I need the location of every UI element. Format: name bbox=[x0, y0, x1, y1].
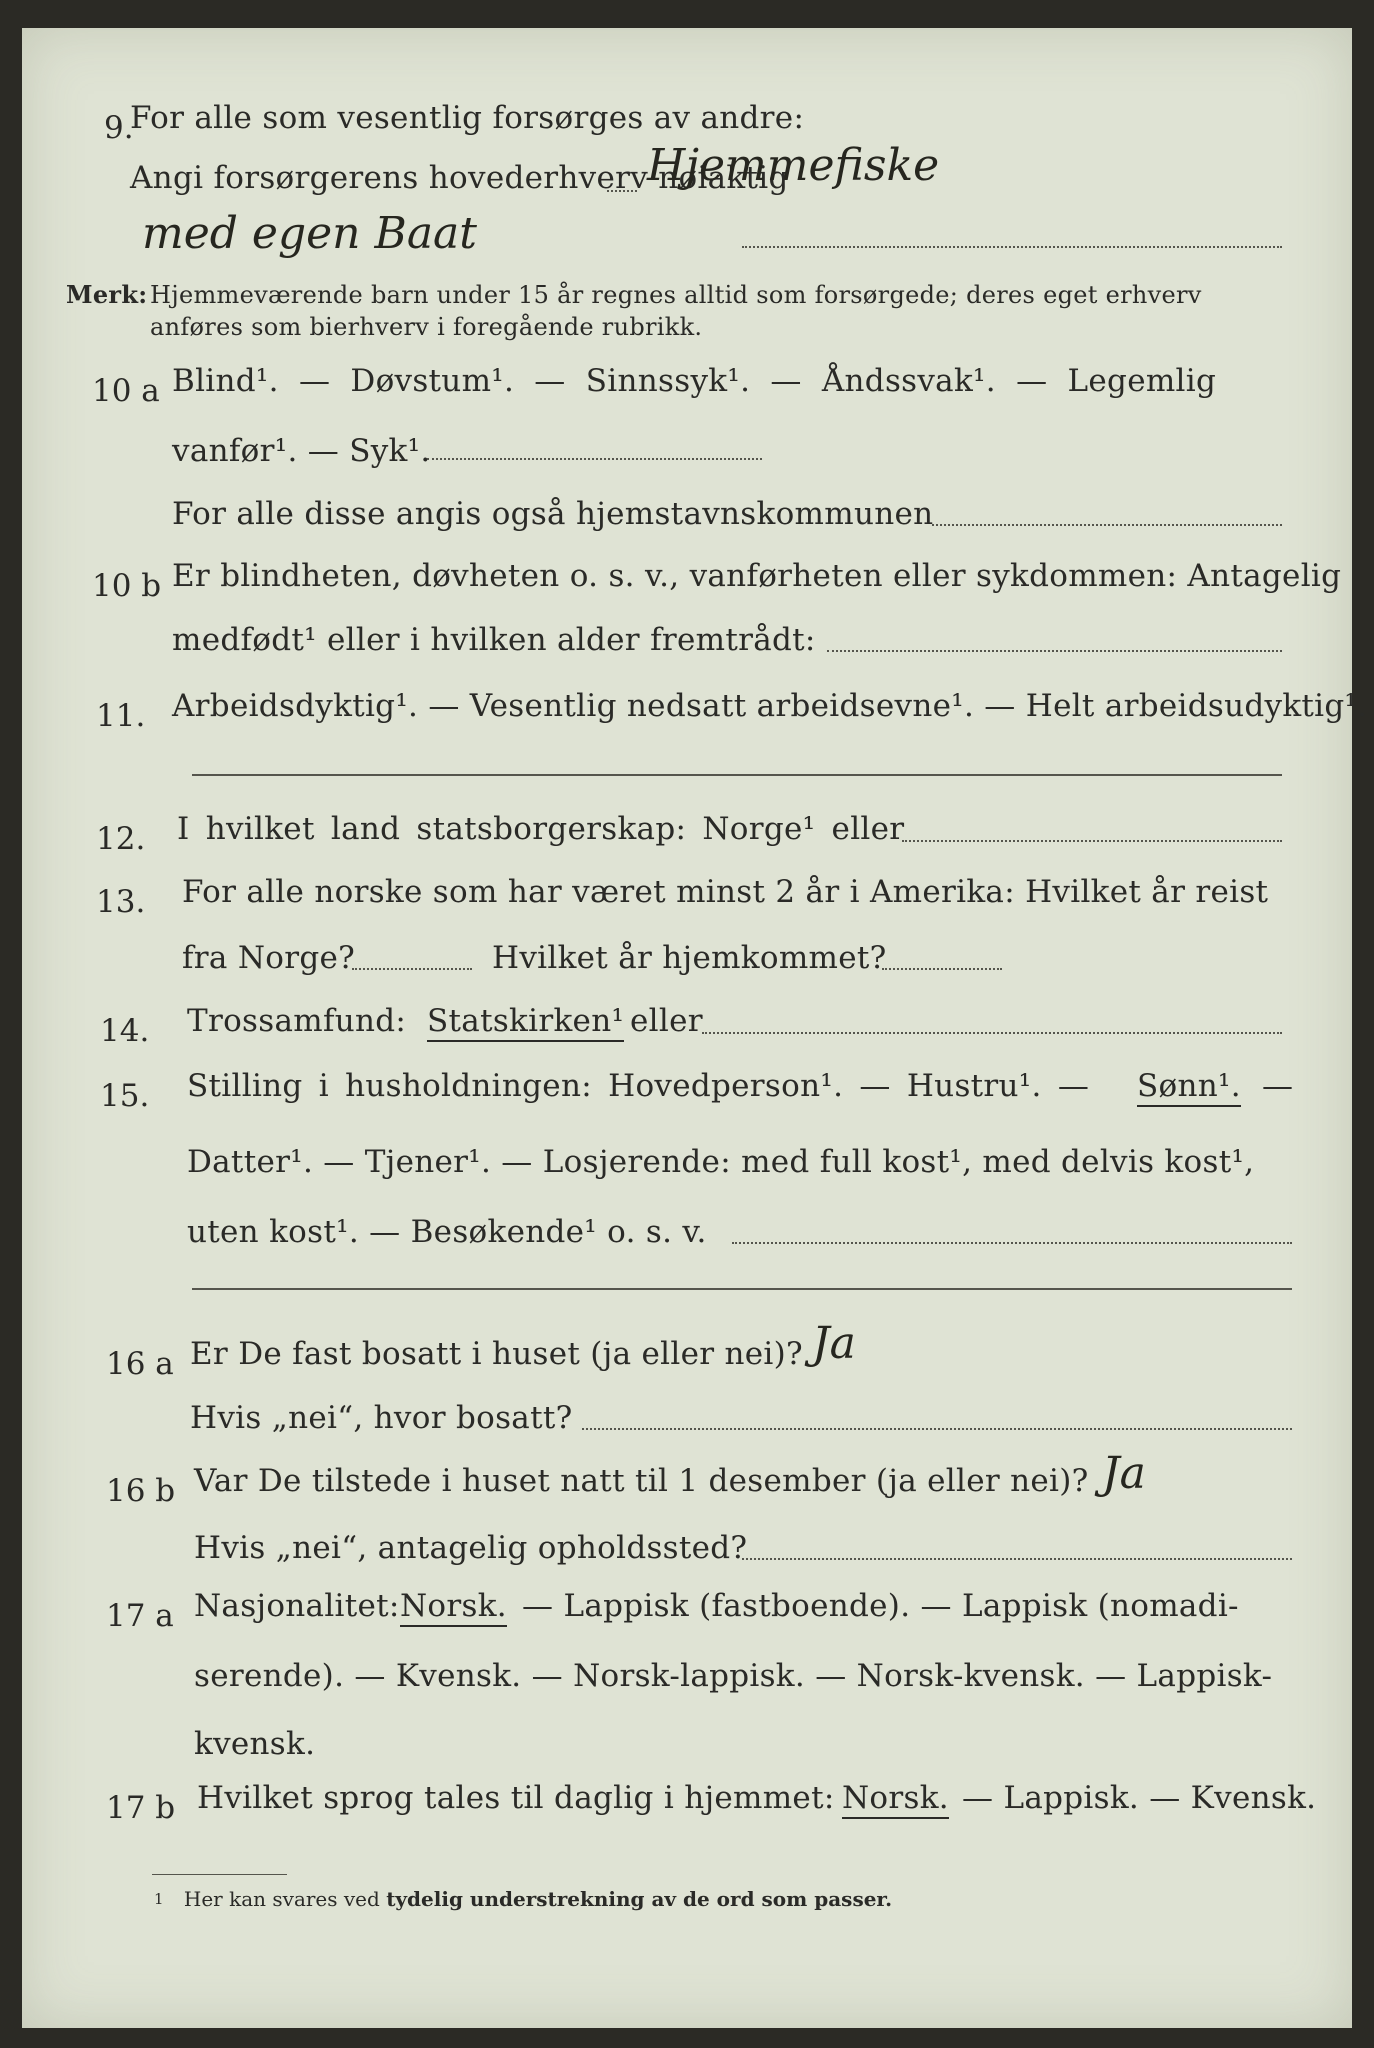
q17b-answer-wrap bbox=[842, 1780, 949, 1816]
fill-line bbox=[902, 840, 1282, 842]
q14-answer-wrap bbox=[427, 1003, 624, 1039]
q16b-handwritten-answer: Ja bbox=[1102, 1448, 1146, 1499]
q10b-line2: medfødt¹ eller i hvilken alder fremtrådt: bbox=[172, 622, 816, 658]
q15-underlined-answer: Sønn¹. bbox=[1137, 1068, 1241, 1107]
q16b-number: 16 b bbox=[106, 1473, 176, 1509]
q11-line1: Arbeidsdyktig¹. — Vesentlig nedsatt arbeidsevne¹. — Helt arbeidsudyktig¹. bbox=[172, 688, 1368, 724]
q11-number: 11. bbox=[96, 698, 146, 734]
q10a-line2: vanfør¹. — Syk¹. bbox=[172, 433, 431, 469]
fill-line bbox=[742, 246, 1282, 248]
merk-label: Merk: bbox=[66, 280, 148, 309]
q10a-line1: Blind¹. — Døvstum¹. — Sinnssyk¹. — Åndssvak¹. — Legemlig bbox=[172, 363, 1217, 399]
q9-line1: For alle som vesentlig forsørges av andre: bbox=[130, 100, 805, 136]
q17b-line1c: — Lappisk. — Kvensk. bbox=[962, 1780, 1317, 1816]
q10a-number: 10 a bbox=[92, 373, 160, 409]
q9-number: 9. bbox=[104, 110, 134, 146]
q14-prefix: Trossamfund: bbox=[187, 1003, 407, 1039]
q15-line3: uten kost¹. — Besøkende¹ o. s. v. bbox=[187, 1214, 707, 1250]
census-form-page bbox=[22, 28, 1368, 2028]
q10b-number: 10 b bbox=[92, 568, 162, 604]
q17a-line3: kvensk. bbox=[194, 1726, 316, 1762]
q15-line2: Datter¹. — Tjener¹. — Losjerende: med full kost¹, med delvis kost¹, bbox=[187, 1144, 1255, 1180]
q14-suffix: eller bbox=[630, 1003, 703, 1039]
q15-line1a: Stilling i husholdningen: Hovedperson¹. — Hustru¹. — bbox=[187, 1068, 1090, 1104]
q10a-line3: For alle disse angis også hjemstavnskommunen bbox=[172, 496, 934, 532]
fill-line bbox=[732, 1242, 1292, 1244]
q16a-line1: Er De fast bosatt i huset (ja eller nei)? bbox=[190, 1336, 803, 1372]
fill-line bbox=[582, 1428, 1292, 1430]
q13-line2a: fra Norge? bbox=[182, 940, 356, 976]
fill-line bbox=[827, 650, 1282, 652]
q17a-answer-wrap bbox=[400, 1588, 507, 1624]
q17a-number: 17 a bbox=[106, 1598, 174, 1634]
q12-line1: I hvilket land statsborgerskap: Norge¹ eller bbox=[177, 811, 905, 847]
q16b-line1: Var De tilstede i huset natt til 1 desember (ja eller nei)? bbox=[194, 1463, 1089, 1499]
q14-number: 14. bbox=[100, 1013, 150, 1049]
merk-line2: anføres som bierhverv i foregående rubrikk. bbox=[150, 313, 703, 341]
q9-line2: Angi forsørgerens hovederhverv nøiaktig bbox=[130, 160, 789, 196]
footnote-rule bbox=[152, 1874, 287, 1875]
q13-line1: For alle norske som har været minst 2 år i Amerika: Hvilket år reist bbox=[182, 874, 1269, 910]
fill-line bbox=[607, 190, 637, 192]
q13-number: 13. bbox=[96, 884, 146, 920]
q15-answer-wrap bbox=[1137, 1068, 1241, 1104]
q17b-number: 17 b bbox=[106, 1790, 176, 1826]
q17a-line1a: Nasjonalitet: bbox=[194, 1588, 400, 1624]
answer-rule bbox=[192, 1288, 1292, 1290]
q12-number: 12. bbox=[96, 821, 146, 857]
q17a-line2: serende). — Kvensk. — Norsk-lappisk. — Norsk-kvensk. — Lappisk- bbox=[194, 1658, 1273, 1694]
q15-line1c: — bbox=[1262, 1068, 1294, 1104]
q16b-line2: Hvis „nei“, antagelig opholdssted? bbox=[194, 1530, 748, 1566]
footnote bbox=[154, 1886, 892, 1912]
answer-rule bbox=[192, 774, 1282, 776]
q9-handwritten-answer-1: Hjemmefiske bbox=[647, 140, 940, 191]
q13-line2b: Hvilket år hjemkommet? bbox=[492, 940, 887, 976]
fill-line bbox=[932, 524, 1282, 526]
q17b-line1a: Hvilket sprog tales til daglig i hjemmet: bbox=[197, 1780, 835, 1816]
fill-line bbox=[882, 968, 1002, 970]
q10b-line1: Er blindheten, døvheten o. s. v., vanførheten eller sykdommen: Antagelig bbox=[172, 558, 1342, 594]
q16a-handwritten-answer: Ja bbox=[812, 1318, 856, 1369]
footnote-text-bold: tydelig understrekning av de ord som passer. bbox=[386, 1887, 893, 1911]
q17b-underlined-answer: Norsk. bbox=[842, 1780, 949, 1819]
q17a-underlined-answer: Norsk. bbox=[400, 1588, 507, 1627]
q17a-line1c: — Lappisk (fastboende). — Lappisk (nomadi- bbox=[522, 1588, 1239, 1624]
fill-line bbox=[702, 1032, 1282, 1034]
fill-line bbox=[427, 458, 762, 460]
footnote-mark: 1 bbox=[154, 1890, 164, 1908]
merk-line1: Hjemmeværende barn under 15 år regnes alltid som forsørgede; deres eget erhverv bbox=[150, 281, 1202, 309]
fill-line bbox=[352, 968, 472, 970]
q16a-number: 16 a bbox=[106, 1346, 174, 1382]
q16a-line2: Hvis „nei“, hvor bosatt? bbox=[190, 1400, 573, 1436]
q14-underlined-answer: Statskirken¹ bbox=[427, 1003, 624, 1042]
q15-number: 15. bbox=[100, 1078, 150, 1114]
footnote-text: Her kan svares ved bbox=[183, 1887, 380, 1911]
fill-line bbox=[742, 1558, 1292, 1560]
q9-handwritten-answer-2: med egen Baat bbox=[142, 208, 477, 259]
